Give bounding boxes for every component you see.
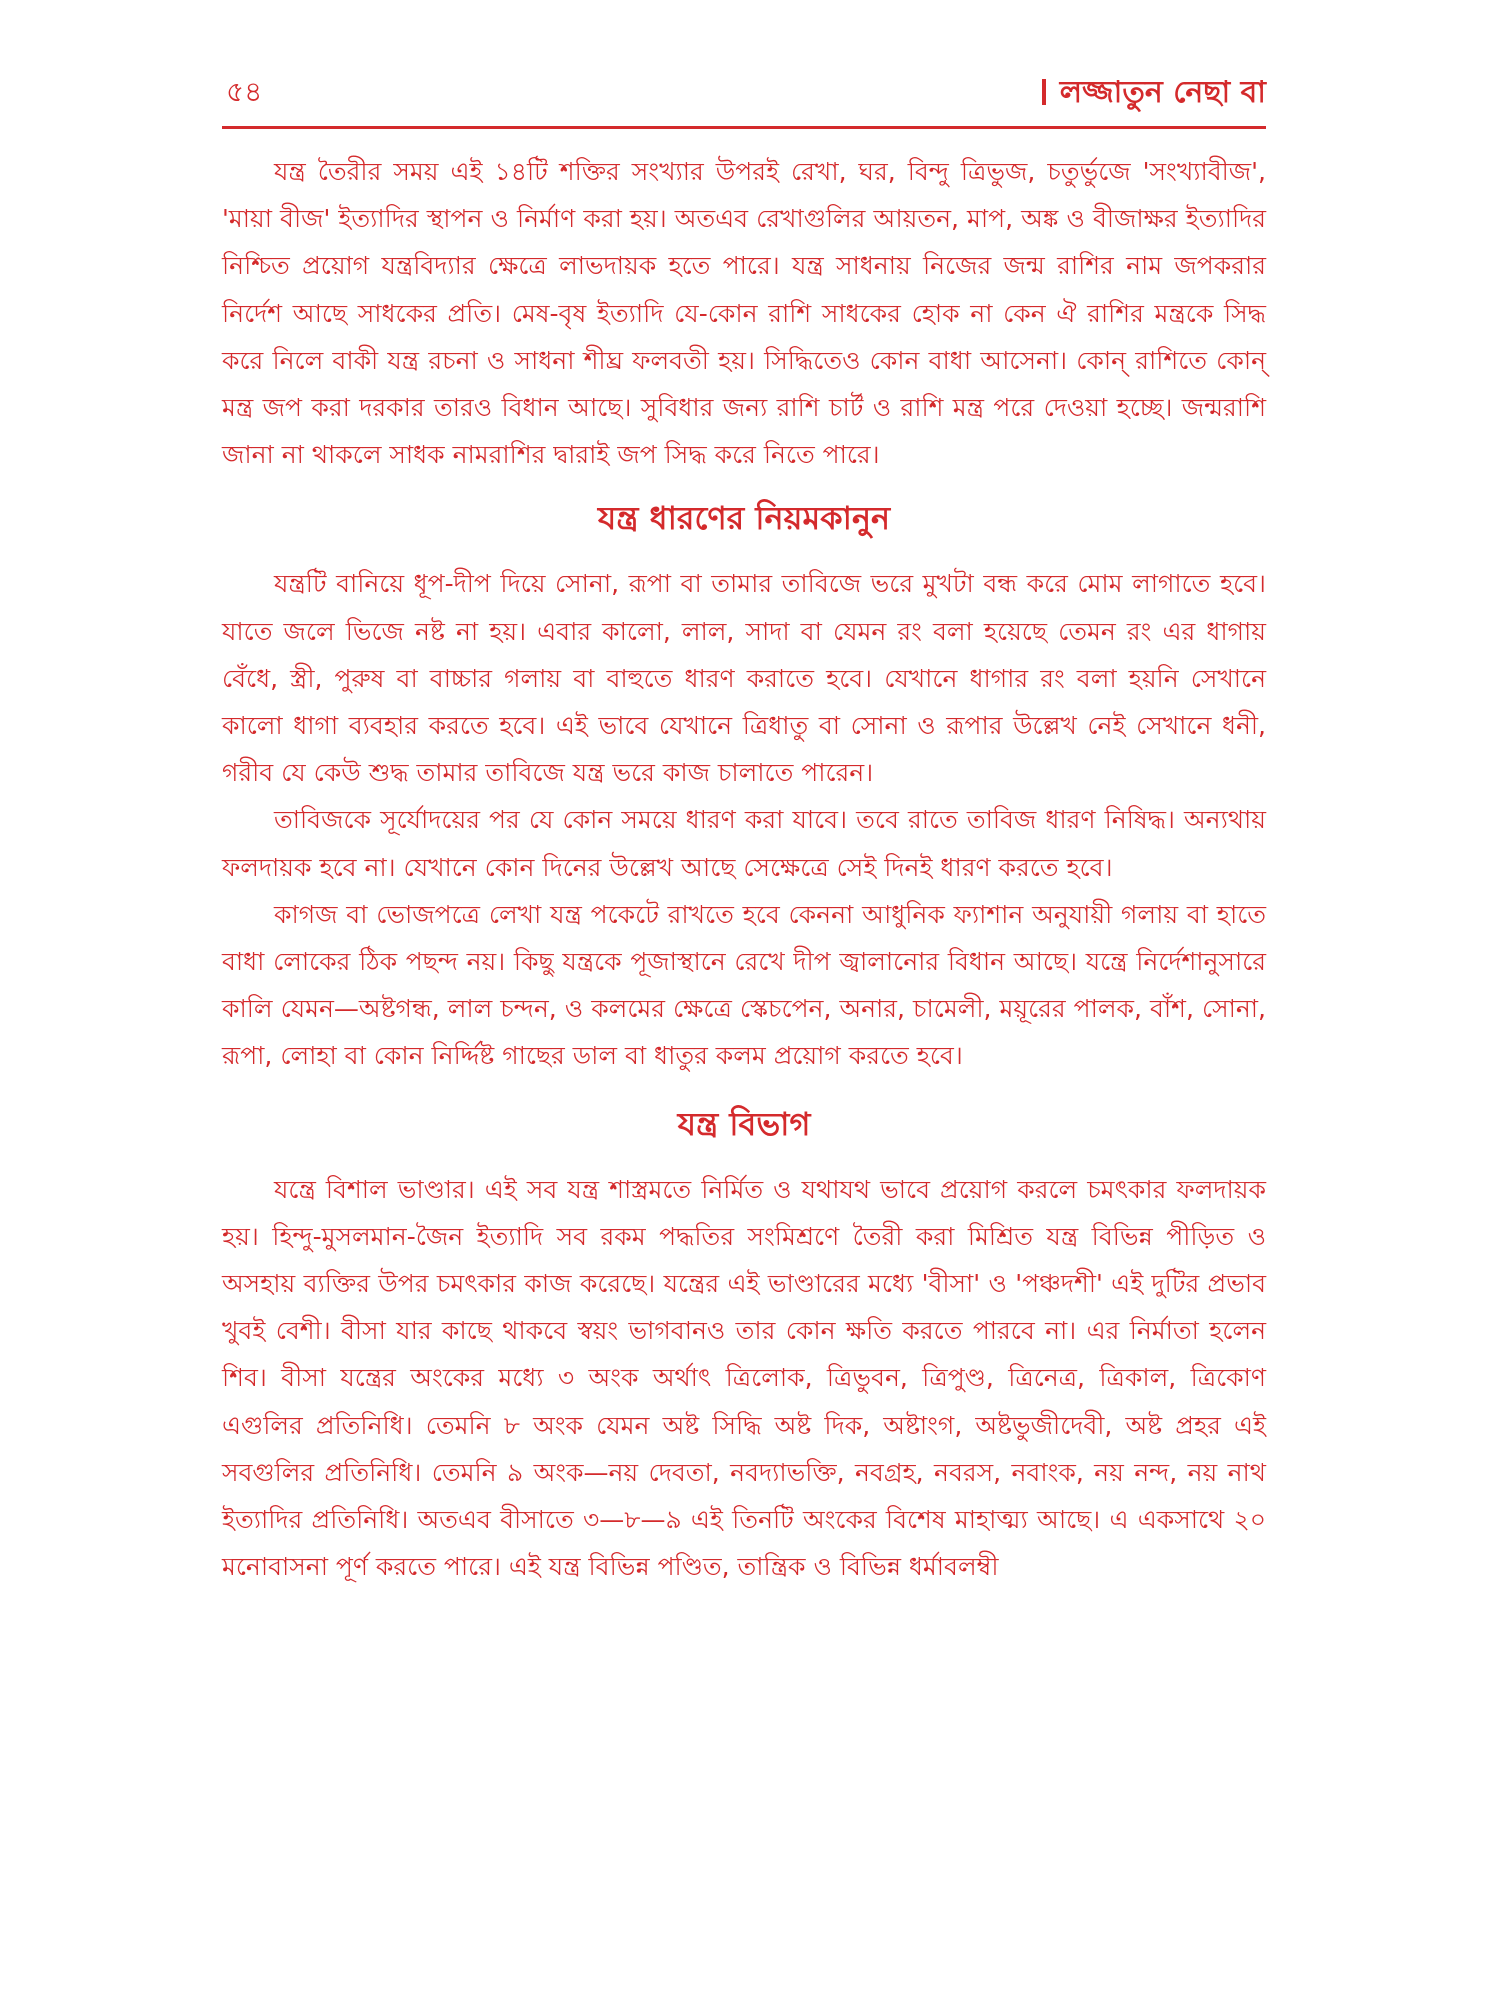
title-separator-bar xyxy=(1042,79,1046,105)
page-number: ৫৪ xyxy=(226,75,263,108)
header-rule xyxy=(222,126,1266,129)
page-body xyxy=(222,148,1266,1590)
intro-paragraph: যন্ত্র তৈরীর সময় এই ১৪টি শক্তির সংখ্যার উপরই রেখা, ঘর, বিন্দু ত্রিভুজ, চতুর্ভুজে 'সংখ্যাবীজ', 'মায়া বীজ' ইত্যাদির স্থাপন ও নির্মাণ করা হয়। অতএব রেখাগুলির আয়তন, মাপ, অঙ্ক ও বীজাক্ষর ইত্যাদির নিশ্চিত প্রয়োগ যন্ত্রবিদ্যার ক্ষেত্রে লাভদায়ক হতে পারে। যন্ত্র সাধনায় নিজের জন্ম রাশির নাম জপকরার নির্দেশ আছে সাধকের প্রতি। মেষ-বৃষ ইত্যাদি যে-কোন রাশি সাধকের হোক না কেন ঐ রাশির মন্ত্রকে সিদ্ধ করে নিলে বাকী যন্ত্র রচনা ও সাধনা শীঘ্র ফলবতী হয়। সিদ্ধিতেও কোন বাধা আসেনা। কোন্ রাশিতে কোন্ মন্ত্র জপ করা দরকার তারও বিধান আছে। সুবিধার জন্য রাশি চার্ট ও রাশি মন্ত্র পরে দেওয়া হচ্ছে। জন্মরাশি জানা না থাকলে সাধক নামরাশির দ্বারাই জপ সিদ্ধ করে নিতে পারে। xyxy=(222,157,1266,470)
running-title-text: লজ্জাতুন নেছা বা xyxy=(1059,75,1266,110)
section-heading-rules: যন্ত্র ধারণের নিয়মকানুন xyxy=(597,499,891,538)
rules-paragraph-2: তাবিজকে সূর্যোদয়ের পর যে কোন সময়ে ধারণ করা যাবে। তবে রাতে তাবিজ ধারণ নিষিদ্ধ। অন্যথায় ফলদায়ক হবে না। যেখানে কোন দিনের উল্লেখ আছে সেক্ষেত্রে সেই দিনই ধারণ করতে হবে। xyxy=(222,805,1266,882)
book-page xyxy=(222,60,1266,1960)
rules-paragraph-1: যন্ত্রটি বানিয়ে ধূপ-দীপ দিয়ে সোনা, রূপা বা তামার তাবিজে ভরে মুখটা বন্ধ করে মোম লাগাতে হবে। যাতে জলে ভিজে নষ্ট না হয়। এবার কালো, লাল, সাদা বা যেমন রং বলা হয়েছে তেমন রং এর ধাগায় বেঁধে, স্ত্রী, পুরুষ বা বাচ্চার গলায় বা বাহুতে ধারণ করাতে হবে। যেখানে ধাগার রং বলা হয়নি সেখানে কালো ধাগা ব্যবহার করতে হবে। এই ভাবে যেখানে ত্রিধাতু বা সোনা ও রূপার উল্লেখ নেই সেখানে ধনী, গরীব যে কেউ শুদ্ধ তামার তাবিজে যন্ত্র ভরে কাজ চালাতে পারেন। xyxy=(222,569,1266,788)
page-header xyxy=(222,60,1266,118)
running-title xyxy=(1042,68,1266,119)
rules-paragraph-3: কাগজ বা ভোজপত্রে লেখা যন্ত্র পকেটে রাখতে হবে কেননা আধুনিক ফ্যাশান অনুযায়ী গলায় বা হাতে বাধা লোকের ঠিক পছন্দ নয়। কিছু যন্ত্রকে পূজাস্থানে রেখে দীপ জ্বালানোর বিধান আছে। যন্ত্রে নির্দেশানুসারে কালি যেমন—অষ্টগন্ধ, লাল চন্দন, ও কলমের ক্ষেত্রে স্কেচপেন, অনার, চামেলী, ময়ূরের পালক, বাঁশ, সোনা, রূপা, লোহা বা কোন নির্দ্দিষ্ট গাছের ডাল বা ধাতুর কলম প্রয়োগ করতে হবে। xyxy=(222,899,1266,1071)
division-paragraph-1: যন্ত্রে বিশাল ভাণ্ডার। এই সব যন্ত্র শাস্ত্রমতে নির্মিত ও যথাযথ ভাবে প্রয়োগ করলে চমৎকার ফলদায়ক হয়। হিন্দু-মুসলমান-জৈন ইত্যাদি সব রকম পদ্ধতির সংমিশ্রণে তৈরী করা মিশ্রিত যন্ত্র বিভিন্ন পীড়িত ও অসহায় ব্যক্তির উপর চমৎকার কাজ করেছে। যন্ত্রের এই ভাণ্ডারের মধ্যে 'বীসা' ও 'পঞ্চদশী' এই দুটির প্রভাব খুবই বেশী। বীসা যার কাছে থাকবে স্বয়ং ভাগবানও তার কোন ক্ষতি করতে পারবে না। এর নির্মাতা হলেন শিব। বীসা যন্ত্রের অংকের মধ্যে ৩ অংক অর্থাৎ ত্রিলোক, ত্রিভুবন, ত্রিপুণ্ড, ত্রিনেত্র, ত্রিকাল, ত্রিকোণ এগুলির প্রতিনিধি। তেমনি ৮ অংক যেমন অষ্ট সিদ্ধি অষ্ট দিক, অষ্টাংগ, অষ্টভুজীদেবী, অষ্ট প্রহর এই সবগুলির প্রতিনিধি। তেমনি ৯ অংক—নয় দেবতা, নবদ্যাভক্তি, নবগ্রহ, নবরস, নবাংক, নয় নন্দ, নয় নাথ ইত্যাদির প্রতিনিধি। অতএব বীসাতে ৩—৮—৯ এই তিনটি অংকের বিশেষ মাহাত্ম্য আছে। এ একসাথে ২০ মনোবাসনা পূর্ণ করতে পারে। এই যন্ত্র বিভিন্ন পণ্ডিত, তান্ত্রিক ও বিভিন্ন ধর্মাবলম্বী xyxy=(222,1174,1266,1582)
section-heading-division: যন্ত্র বিভাগ xyxy=(677,1104,811,1143)
